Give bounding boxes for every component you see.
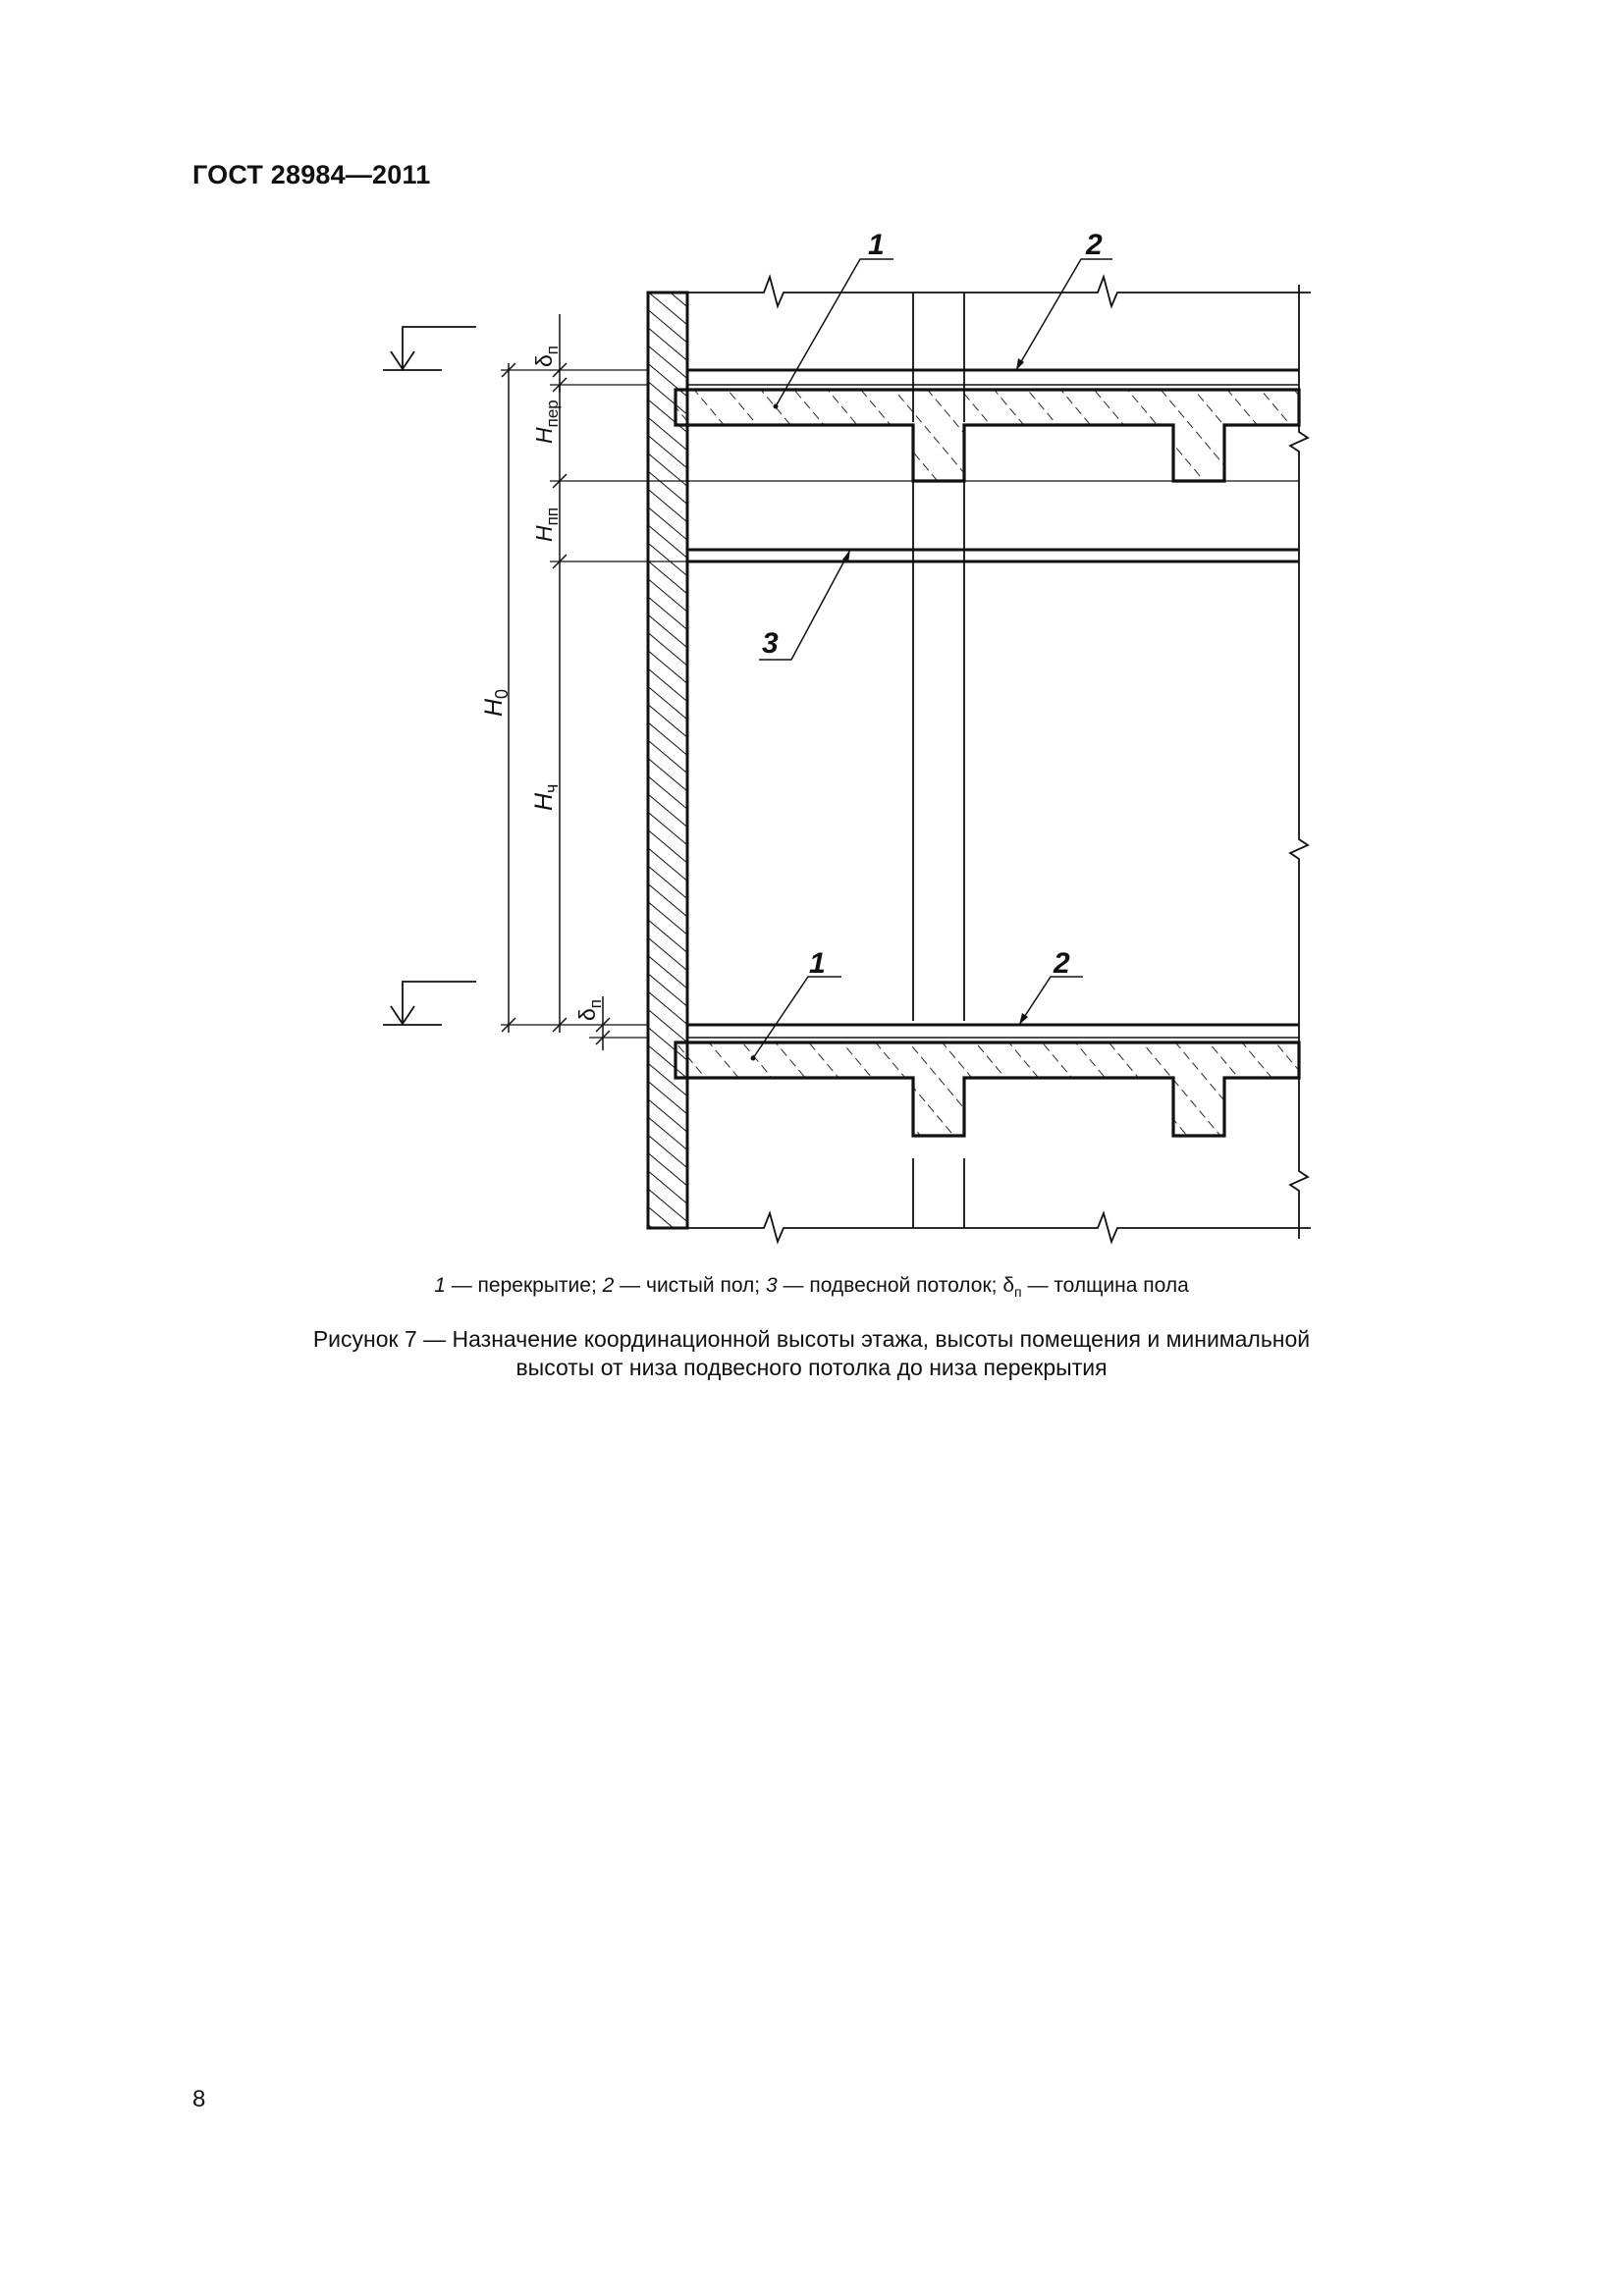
dim-storey-height: $H_0$ xyxy=(480,688,512,717)
caption-line-2: высоты от низа подвесного потолка до низа перекрытия xyxy=(515,1355,1108,1380)
callout-2-bottom: 2 xyxy=(1054,947,1070,980)
legend-symbol: δ xyxy=(1002,1274,1015,1297)
lower-slab xyxy=(676,1042,1299,1136)
legend-text-2: — чистый пол; xyxy=(614,1274,766,1297)
caption-line-1: Рисунок 7 — Назначение координационной высоты этажа, высоты помещения и минимальной xyxy=(312,1326,1311,1352)
suspended-ceiling xyxy=(687,550,1299,561)
upper-clean-floor xyxy=(687,370,1299,385)
dim-floor-bottom: $\delta_п$ xyxy=(574,998,605,1021)
document-header: ГОСТ 28984—2011 xyxy=(192,160,431,189)
page-number: 8 xyxy=(192,2086,206,2112)
right-break-line xyxy=(1290,285,1308,1239)
callout-1-top: 1 xyxy=(868,229,885,261)
legend-num-3: 3 xyxy=(765,1274,778,1297)
legend-symbol-sub: п xyxy=(1014,1284,1022,1301)
wall xyxy=(648,293,687,1228)
callout-1-bottom: 1 xyxy=(809,947,826,980)
legend-text-4: — толщина пола xyxy=(1021,1274,1189,1297)
figure-legend xyxy=(0,1274,1623,1300)
upper-slab xyxy=(676,390,1299,481)
dim-slab-height: $H_{пер}$ xyxy=(531,400,562,444)
bottom-break-line xyxy=(687,1213,1311,1242)
legend-num-2: 2 xyxy=(602,1274,615,1297)
legend-text-3: — подвесной потолок; xyxy=(777,1274,1003,1297)
legend-num-1: 1 xyxy=(434,1274,446,1297)
dim-ceiling-space: $H_{пп}$ xyxy=(531,507,562,542)
dim-room-height: $H_ч$ xyxy=(530,783,562,811)
top-level-mark xyxy=(383,327,476,370)
callout-leaders xyxy=(753,259,1112,1058)
legend-text-1: — перекрытие; xyxy=(445,1274,603,1297)
callout-2-top: 2 xyxy=(1086,229,1103,261)
callout-3: 3 xyxy=(762,627,779,660)
top-break-line xyxy=(687,277,1311,306)
lower-clean-floor xyxy=(687,1025,1299,1038)
dim-floor-top: $\delta_п$ xyxy=(531,345,562,367)
bottom-level-mark xyxy=(383,982,476,1025)
figure-caption xyxy=(0,1325,1623,1382)
